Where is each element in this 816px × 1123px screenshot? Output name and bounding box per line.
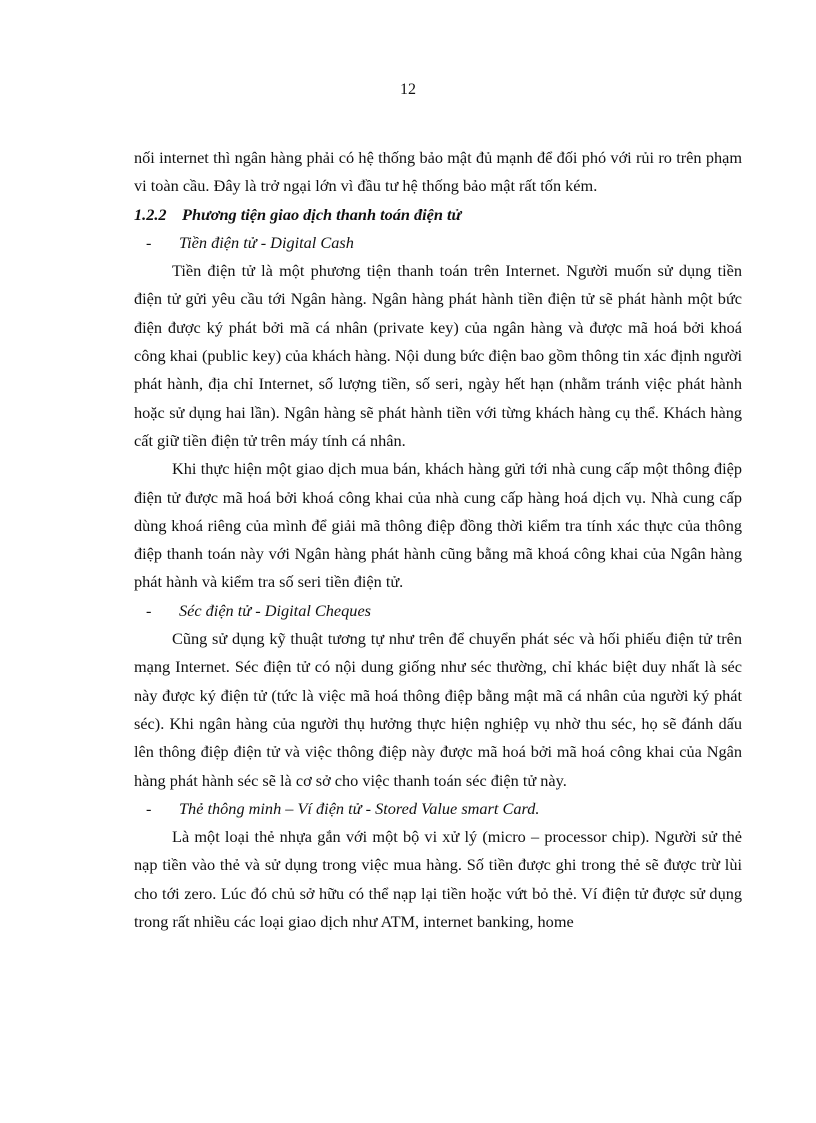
- section-heading: [134, 201, 742, 229]
- bullet-marker: -: [146, 600, 152, 620]
- section-number: 1.2.2: [134, 204, 167, 224]
- intro-paragraph: nối internet thì ngân hàng phải có hệ thống bảo mật đủ mạnh để đối phó với rủi ro trên phạm vi toàn cầu. Đây là trở ngại lớn vì đầu tư hệ thống bảo mật rất tốn kém.: [134, 148, 742, 196]
- bullet-marker: -: [146, 232, 152, 252]
- page-number: 12: [400, 81, 416, 98]
- bullet-item-smart-card: [134, 795, 742, 823]
- section-title: Phương tiện giao dịch thanh toán điện tử: [182, 204, 462, 224]
- document-body: [134, 144, 742, 936]
- bullet-heading: Thẻ thông minh – Ví điện tử - Stored Value smart Card.: [179, 798, 540, 818]
- bullet-item-digital-cash: [134, 229, 742, 257]
- paragraph: Cũng sử dụng kỹ thuật tương tự như trên để chuyển phát séc và hối phiếu điện tử trên mạng Internet. Séc điện tử có nội dung giống như séc thường, chỉ khác biệt duy nhất là séc này được ký điện tử (tức là việc mã hoá thông điệp bằng mật mã cá nhân của người ký phát séc). Khi ngân hàng của người thụ hưởng thực hiện nghiệp vụ nhờ thu séc, họ sẽ đánh dấu lên thông điệp điện tử và việc thông điệp này được mã hoá bởi mã hoá công khai của Ngân hàng phát hành séc sẽ là cơ sở cho việc thanh toán séc điện tử này.: [134, 629, 742, 790]
- bullet-heading: Tiền điện tử - Digital Cash: [179, 232, 354, 252]
- bullet-marker: -: [146, 798, 152, 818]
- paragraph: Là một loại thẻ nhựa gắn với một bộ vi xử lý (micro – processor chip). Người sử thẻ nạp tiền vào thẻ và sử dụng trong việc mua hàng. Số tiền được ghi trong thẻ sẽ được trừ lùi cho tới zero. Lúc đó chủ sở hữu có thể nạp lại tiền hoặc vứt bỏ thẻ. Ví điện tử được sử dụng trong rất nhiều các loại giao dịch như ATM, internet banking, home: [134, 827, 742, 932]
- bullet-item-digital-cheques: [134, 597, 742, 625]
- paragraph: Khi thực hiện một giao dịch mua bán, khách hàng gửi tới nhà cung cấp một thông điệp điện tử được mã hoá bởi khoá công khai của nhà cung cấp hàng hoá dịch vụ. Nhà cung cấp dùng khoá riêng của mình để giải mã thông điệp đồng thời kiểm tra tính xác thực của thông điệp thanh toán này với Ngân hàng phát hành cũng bằng mã khoá công khai của Ngân hàng phát hành và kiểm tra số seri tiền điện tử.: [134, 459, 742, 592]
- paragraph: Tiền điện tử là một phương tiện thanh toán trên Internet. Người muốn sử dụng tiền điện tử gửi yêu cầu tới Ngân hàng. Ngân hàng phát hành tiền điện tử sẽ phát hành một bức điện được ký phát bởi mã cá nhân (private key) của ngân hàng và được mã hoá bởi khoá công khai (public key) của khách hàng. Nội dung bức điện bao gồm thông tin xác định người phát hành, địa chỉ Internet, số lượng tiền, số seri, ngày hết hạn (nhằm tránh việc phát hành hoặc sử dụng hai lần). Ngân hàng sẽ phát hành tiền với từng khách hàng cụ thể. Khách hàng cất giữ tiền điện tử trên máy tính cá nhân.: [134, 261, 742, 450]
- bullet-heading: Séc điện tử - Digital Cheques: [179, 600, 372, 620]
